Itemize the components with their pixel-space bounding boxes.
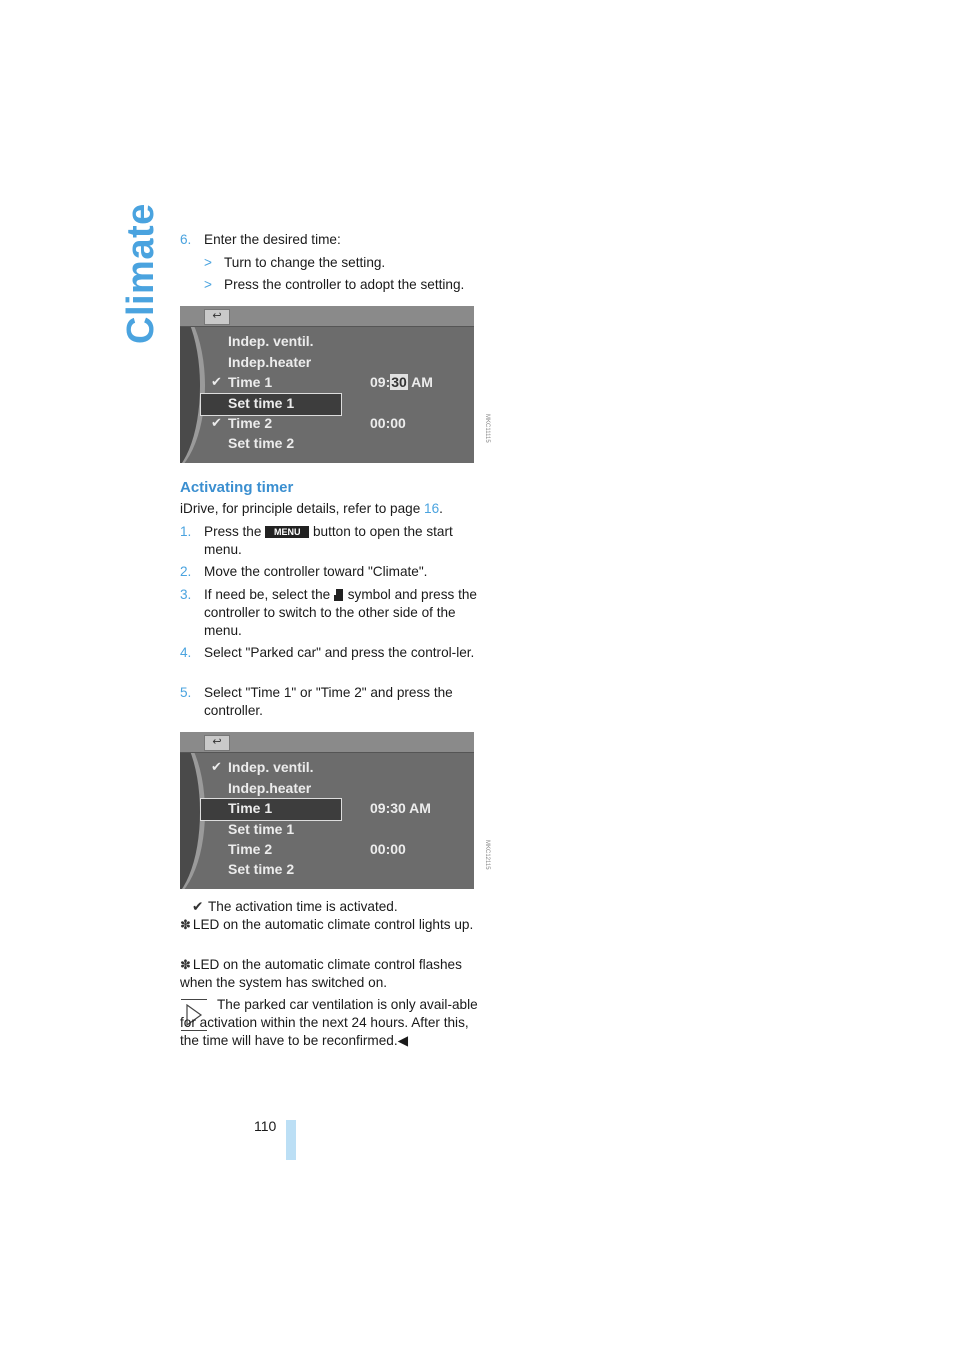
checkmark-icon: ✔ — [192, 899, 204, 914]
menu-button-icon: MENU — [265, 526, 309, 538]
screen-topbar — [180, 732, 474, 753]
image-code: MKC11115 — [484, 414, 490, 443]
menu-row-selected: Time 1 — [228, 800, 273, 816]
minutes-cursor: 30 — [391, 374, 407, 390]
intro-text: iDrive, for principle details, refer to page 16. — [180, 501, 443, 516]
menu-row: Time 1 — [228, 374, 273, 390]
fan-icon: ✽ — [180, 917, 191, 933]
section-heading: Activating timer — [180, 479, 294, 496]
led-flashes-text: ✽ LED on the automatic climate control flashes when the system has switched on. — [180, 957, 462, 991]
page-bar — [286, 1120, 296, 1160]
menu-row: Indep.heater — [228, 354, 312, 370]
checkmark-icon: ✔ — [211, 415, 222, 430]
time2-value: 00:00 — [370, 415, 406, 431]
menu-row: Time 2 — [228, 415, 273, 431]
menu-row-selected: Set time 1 — [228, 395, 295, 411]
idrive-screen-timer — [180, 732, 474, 889]
time1-value: 09:30 AM — [370, 374, 433, 390]
checkmark-icon: ✔ — [211, 374, 222, 389]
menu-row: Time 2 — [228, 841, 273, 857]
screen-topbar — [180, 306, 474, 327]
led-lights-text: ✽ LED on the automatic climate control lights up. — [180, 917, 474, 933]
fan-icon: ✽ — [180, 957, 191, 973]
menu-row: Set time 1 — [228, 821, 295, 837]
controller-arc — [180, 306, 205, 463]
image-code: MKC12115 — [484, 840, 490, 870]
section-title: Climate — [120, 203, 162, 344]
menu-row: Indep. ventil. — [228, 333, 314, 349]
menu-row: Indep. ventil. — [228, 759, 314, 775]
back-arrow-icon: ↩ — [204, 735, 230, 751]
activation-note: ✔ The activation time is activated. — [192, 899, 398, 914]
menu-row: Indep.heater — [228, 780, 312, 796]
idrive-screen-set-time — [180, 306, 474, 463]
back-arrow-icon: ↩ — [204, 309, 230, 325]
time2-value: 00:00 — [370, 841, 406, 857]
checkmark-icon: ✔ — [211, 759, 222, 774]
menu-side-switch-icon — [334, 589, 344, 601]
menu-row: Set time 2 — [228, 435, 295, 451]
page-number: 110 — [254, 1118, 277, 1134]
menu-row: Set time 2 — [228, 861, 295, 877]
time1-value: 09:30 AM — [370, 800, 431, 816]
page-link[interactable]: 16 — [424, 501, 440, 516]
parked-car-note: The parked car ventilation is only avail-able for activation within the next 24 hours. After this, the time will have to be reconfirmed.◀ — [180, 997, 478, 1048]
end-marker: ◀ — [397, 1033, 409, 1048]
